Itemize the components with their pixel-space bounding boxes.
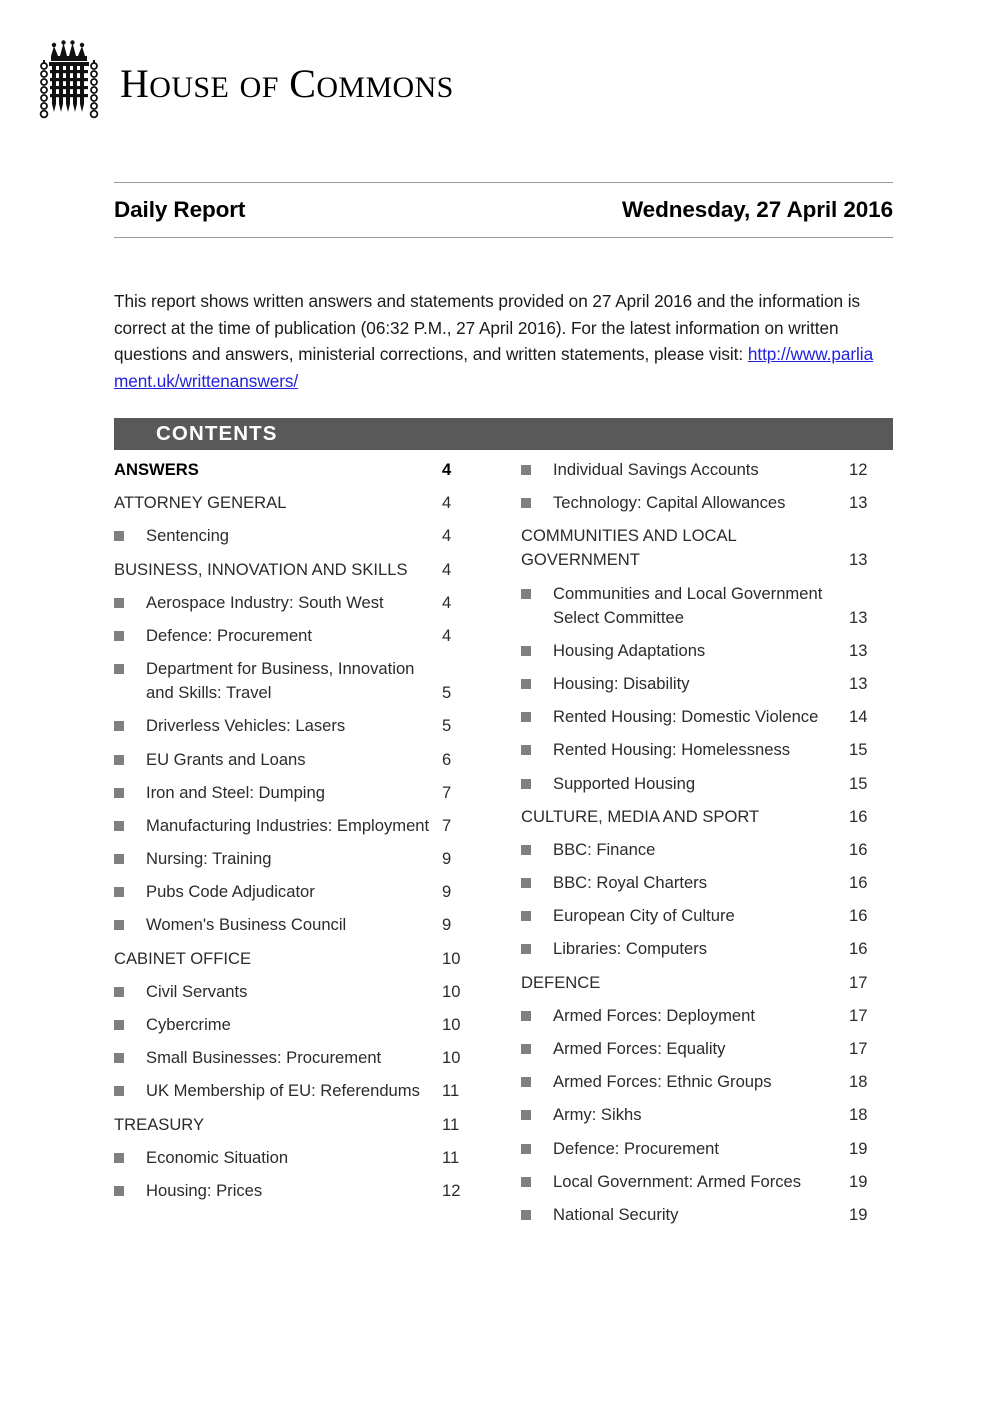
bullet-square-icon — [521, 772, 553, 789]
bullet-square-icon — [114, 847, 146, 864]
toc-page-number: 18 — [849, 1105, 868, 1125]
masthead-title — [120, 61, 454, 106]
toc-entry[interactable] — [114, 1079, 486, 1103]
report-date: Wednesday, 27 April 2016 — [621, 197, 893, 222]
toc-entry[interactable] — [114, 1013, 486, 1037]
bullet-square-icon — [114, 748, 146, 765]
toc-page-number: 16 — [849, 839, 868, 859]
toc-entry[interactable] — [114, 880, 486, 904]
portcullis-crowned-icon — [38, 40, 100, 128]
bullet-square-icon — [114, 524, 146, 541]
toc-page-number: 10 — [442, 1048, 461, 1068]
toc-entry[interactable] — [521, 738, 893, 762]
bullet-square-icon — [521, 1210, 531, 1220]
bullet-square-icon — [521, 1137, 553, 1154]
toc-entry-label: ATTORNEY GENERAL — [114, 493, 287, 513]
bullet-square-icon — [114, 1186, 124, 1196]
bullet-square-icon — [114, 1053, 124, 1063]
masthead-title-of: OF — [239, 71, 279, 104]
toc-page-number: 15 — [849, 773, 868, 793]
intro-text: This report shows written answers and statements provided on 27 April 2016 and the information is correct at the time of publication (06:32 P.M., 27 April 2016). For the latest information on written questions and answers, ministerial corrections, and written statements, please visit: — [114, 291, 861, 365]
toc-page-number: 18 — [849, 1072, 868, 1092]
toc-entry-label: Local Government: Armed Forces — [553, 1171, 802, 1191]
toc-department[interactable] — [114, 1113, 486, 1137]
toc-entry[interactable] — [114, 1146, 486, 1170]
toc-left-column — [114, 458, 486, 1236]
bullet-square-icon — [521, 1077, 531, 1087]
bullet-square-icon — [521, 1004, 553, 1021]
bullet-square-icon — [114, 913, 146, 930]
bullet-square-icon — [521, 904, 553, 921]
bullet-square-icon — [521, 1203, 553, 1220]
toc-department[interactable] — [521, 971, 893, 995]
toc-page-number: 13 — [849, 673, 868, 693]
toc-entry[interactable] — [114, 781, 486, 805]
bullet-square-icon — [114, 854, 124, 864]
toc-entry-label: Supported Housing — [553, 773, 696, 793]
table-of-contents — [114, 458, 893, 1236]
bullet-square-icon — [521, 1044, 531, 1054]
masthead-title-h: H — [120, 61, 150, 106]
toc-page-number: 17 — [849, 1039, 868, 1058]
toc-entry[interactable] — [521, 491, 893, 515]
toc-entry-label: Small Businesses: Procurement — [146, 1048, 382, 1068]
toc-entry-label: Armed Forces: Ethnic Groups — [553, 1072, 772, 1092]
toc-department[interactable] — [114, 558, 486, 582]
bullet-square-icon — [114, 1086, 124, 1096]
toc-entry[interactable] — [521, 1203, 893, 1227]
bullet-square-icon — [521, 1037, 553, 1054]
bullet-square-icon — [521, 582, 553, 599]
bullet-square-icon — [521, 1170, 553, 1187]
toc-department[interactable] — [521, 805, 893, 829]
bullet-square-icon — [521, 911, 531, 921]
toc-entry[interactable] — [114, 714, 486, 738]
toc-page-number: 4 — [442, 460, 452, 479]
toc-page-number: 7 — [442, 815, 452, 835]
toc-entry-label: TREASURY — [114, 1114, 205, 1134]
toc-entry-label: ANSWERS — [114, 460, 199, 479]
bullet-square-icon — [521, 871, 553, 888]
toc-entry[interactable] — [114, 591, 486, 615]
bullet-square-icon — [114, 788, 124, 798]
toc-entry-label: Housing Adaptations — [553, 640, 706, 660]
toc-page-number: 12 — [442, 1180, 461, 1200]
toc-entry[interactable] — [114, 847, 486, 871]
toc-entry[interactable] — [521, 937, 893, 961]
bullet-square-icon — [114, 821, 124, 831]
toc-page-number: 17 — [849, 972, 868, 992]
toc-entry[interactable] — [521, 639, 893, 663]
bullet-square-icon — [521, 679, 531, 689]
toc-page-number: 15 — [849, 740, 868, 760]
toc-entry[interactable] — [521, 1170, 893, 1194]
bullet-square-icon — [521, 672, 553, 689]
toc-right-column — [521, 458, 893, 1236]
toc-entry-label: Pubs Code Adjudicator — [146, 882, 315, 902]
toc-page-number: 6 — [442, 749, 452, 769]
toc-entry[interactable] — [114, 748, 486, 772]
bullet-square-icon — [521, 705, 553, 722]
toc-entry-label: CABINET OFFICE — [114, 948, 252, 968]
toc-page-number: 10 — [442, 1015, 461, 1034]
toc-page-number: 9 — [442, 915, 452, 935]
masthead — [38, 38, 454, 130]
toc-entry[interactable] — [521, 1004, 893, 1028]
toc-entry[interactable] — [521, 838, 893, 862]
toc-page-number: 16 — [849, 939, 868, 959]
toc-entry-label: Economic Situation — [146, 1147, 289, 1167]
bullet-square-icon — [114, 664, 124, 674]
bullet-square-icon — [114, 1046, 146, 1063]
contents-heading: CONTENTS — [156, 422, 278, 445]
toc-entry[interactable] — [521, 672, 893, 696]
toc-entry[interactable] — [114, 980, 486, 1004]
toc-page-number: 13 — [849, 607, 868, 627]
toc-page-number: 5 — [442, 716, 452, 736]
toc-entry-label: Civil Servants — [146, 981, 248, 1001]
toc-page-number: 7 — [442, 782, 452, 802]
bullet-square-icon — [114, 1146, 146, 1163]
bullet-square-icon — [521, 1011, 531, 1021]
toc-page-number: 16 — [849, 806, 868, 826]
toc-entry-label: UK Membership of EU: Referendums — [146, 1081, 420, 1101]
toc-entry-label: COMMUNITIES AND LOCAL GOVERNMENT — [521, 526, 737, 570]
toc-entry-label: EU Grants and Loans — [146, 749, 306, 769]
toc-page-number: 4 — [442, 493, 452, 513]
toc-entry-label: Technology: Capital Allowances — [553, 493, 786, 513]
bullet-square-icon — [114, 755, 124, 765]
toc-entry[interactable] — [521, 904, 893, 928]
toc-entry-label: Armed Forces: Deployment — [553, 1005, 755, 1025]
toc-entry[interactable] — [114, 814, 486, 838]
bullet-square-icon — [521, 878, 531, 888]
toc-entry-label: BBC: Royal Charters — [553, 873, 708, 893]
toc-page-number: 19 — [849, 1138, 868, 1158]
bullet-square-icon — [114, 598, 124, 608]
toc-page-number: 11 — [442, 1081, 460, 1101]
toc-entry[interactable] — [521, 871, 893, 895]
toc-page-number: 10 — [442, 948, 461, 968]
bullet-square-icon — [114, 591, 146, 608]
toc-entry-label: Defence: Procurement — [146, 625, 313, 645]
bullet-square-icon — [521, 646, 531, 656]
toc-entry-label: Nursing: Training — [146, 849, 272, 869]
toc-page-number: 19 — [849, 1171, 868, 1191]
bullet-square-icon — [114, 781, 146, 798]
toc-entry[interactable] — [114, 1046, 486, 1070]
toc-page-number: 11 — [442, 1114, 460, 1134]
toc-department[interactable] — [521, 524, 893, 572]
bullet-square-icon — [521, 589, 531, 599]
toc-page-number: 5 — [442, 683, 452, 703]
toc-entry[interactable] — [521, 582, 893, 630]
bullet-square-icon — [114, 631, 124, 641]
toc-entry[interactable] — [521, 1103, 893, 1127]
toc-page-number: 4 — [442, 592, 452, 612]
toc-entry-label: Army: Sikhs — [553, 1105, 642, 1125]
toc-page-number: 4 — [442, 625, 452, 645]
toc-entry[interactable] — [521, 772, 893, 796]
toc-entry-label: Communities and Local Government Select Committee — [553, 583, 823, 627]
toc-department[interactable] — [114, 491, 486, 515]
toc-entry-label: Aerospace Industry: South West — [146, 592, 384, 612]
contents-header-bar — [114, 418, 893, 450]
toc-page-number: 9 — [442, 882, 452, 902]
toc-entry-label: Department for Business, Innovation and Skills: Travel — [146, 659, 415, 703]
bullet-square-icon — [521, 1144, 531, 1154]
page-title: Daily Report — [114, 197, 246, 222]
bullet-square-icon — [114, 1179, 146, 1196]
bullet-square-icon — [521, 491, 553, 508]
toc-entry-label: DEFENCE — [521, 972, 601, 992]
bullet-square-icon — [521, 1110, 531, 1120]
toc-entry-label: European City of Culture — [553, 906, 735, 926]
toc-entry-label: Housing: Prices — [146, 1180, 263, 1200]
toc-page-number: 19 — [849, 1204, 868, 1224]
masthead-title-ouse: OUSE — [149, 71, 230, 104]
bullet-square-icon — [521, 639, 553, 656]
bullet-square-icon — [521, 1177, 531, 1187]
toc-entry-label: Iron and Steel: Dumping — [146, 782, 325, 802]
toc-page-number: 12 — [849, 460, 868, 479]
toc-entry[interactable] — [521, 1070, 893, 1094]
toc-entry[interactable] — [521, 1037, 893, 1061]
toc-entry[interactable] — [114, 1179, 486, 1203]
toc-entry[interactable] — [114, 657, 486, 705]
toc-page-number: 11 — [442, 1147, 460, 1167]
bullet-square-icon — [521, 944, 531, 954]
toc-department[interactable] — [114, 947, 486, 971]
bullet-square-icon — [521, 1103, 553, 1120]
bullet-square-icon — [114, 814, 146, 831]
toc-page-number: 17 — [849, 1005, 868, 1025]
bullet-square-icon — [114, 1020, 124, 1030]
toc-entry-label: BUSINESS, INNOVATION AND SKILLS — [114, 559, 408, 579]
toc-entry-label: Defence: Procurement — [553, 1138, 720, 1158]
toc-entry-label: Libraries: Computers — [553, 939, 708, 959]
toc-entry-label: CULTURE, MEDIA AND SPORT — [521, 806, 760, 826]
toc-page-number: 4 — [442, 559, 452, 579]
toc-entry[interactable] — [521, 705, 893, 729]
toc-entry-label: Individual Savings Accounts — [553, 460, 759, 479]
toc-page-number: 16 — [849, 906, 868, 926]
bullet-square-icon — [114, 721, 124, 731]
toc-entry-label: National Security — [553, 1204, 679, 1224]
bullet-square-icon — [521, 779, 531, 789]
toc-entry[interactable] — [114, 913, 486, 937]
bullet-square-icon — [521, 1070, 553, 1087]
bullet-square-icon — [114, 531, 124, 541]
bullet-square-icon — [521, 738, 553, 755]
bullet-square-icon — [114, 624, 146, 641]
toc-page-number: 13 — [849, 550, 868, 570]
report-title-band — [114, 182, 893, 238]
toc-entry-label: Manufacturing Industries: Employment — [146, 815, 430, 835]
bullet-square-icon — [114, 980, 146, 997]
bullet-square-icon — [521, 498, 531, 508]
toc-entry[interactable] — [521, 458, 893, 482]
bullet-square-icon — [521, 458, 553, 475]
toc-page-number: 13 — [849, 493, 868, 513]
bullet-square-icon — [114, 1079, 146, 1096]
bullet-square-icon — [521, 465, 531, 475]
toc-page-number: 4 — [442, 526, 452, 546]
toc-entry-label: BBC: Finance — [553, 839, 656, 859]
bullet-square-icon — [114, 657, 146, 674]
toc-entry-label: Sentencing — [146, 526, 230, 546]
toc-section-answers[interactable] — [114, 458, 486, 482]
bullet-square-icon — [114, 1153, 124, 1163]
toc-page-number: 10 — [442, 981, 461, 1001]
masthead-title-c: C — [289, 61, 317, 106]
bullet-square-icon — [521, 845, 531, 855]
bullet-square-icon — [114, 887, 124, 897]
masthead-title-ommons: OMMONS — [316, 71, 454, 104]
bullet-square-icon — [521, 937, 553, 954]
toc-entry-label: Women's Business Council — [146, 915, 347, 935]
bullet-square-icon — [521, 838, 553, 855]
toc-entry[interactable] — [114, 524, 486, 548]
bullet-square-icon — [114, 880, 146, 897]
toc-entry-label: Housing: Disability — [553, 673, 690, 693]
toc-entry-label: Driverless Vehicles: Lasers — [146, 716, 346, 736]
toc-entry-label: Cybercrime — [146, 1015, 231, 1034]
bullet-square-icon — [114, 920, 124, 930]
toc-entry-label: Rented Housing: Homelessness — [553, 740, 791, 760]
bullet-square-icon — [521, 745, 531, 755]
toc-page-number: 14 — [849, 707, 868, 727]
toc-page-number: 9 — [442, 849, 452, 869]
written-answers-link[interactable]: http://www.parliament.uk/writtenanswers/ — [114, 344, 874, 391]
bullet-square-icon — [114, 987, 124, 997]
intro-paragraph — [114, 288, 886, 394]
toc-page-number: 13 — [849, 640, 868, 660]
toc-page-number: 16 — [849, 873, 868, 893]
bullet-square-icon — [521, 712, 531, 722]
bullet-square-icon — [114, 1013, 146, 1030]
toc-entry[interactable] — [521, 1137, 893, 1161]
toc-entry-label: Armed Forces: Equality — [553, 1039, 726, 1058]
toc-entry[interactable] — [114, 624, 486, 648]
bullet-square-icon — [114, 714, 146, 731]
toc-entry-label: Rented Housing: Domestic Violence — [553, 707, 819, 727]
